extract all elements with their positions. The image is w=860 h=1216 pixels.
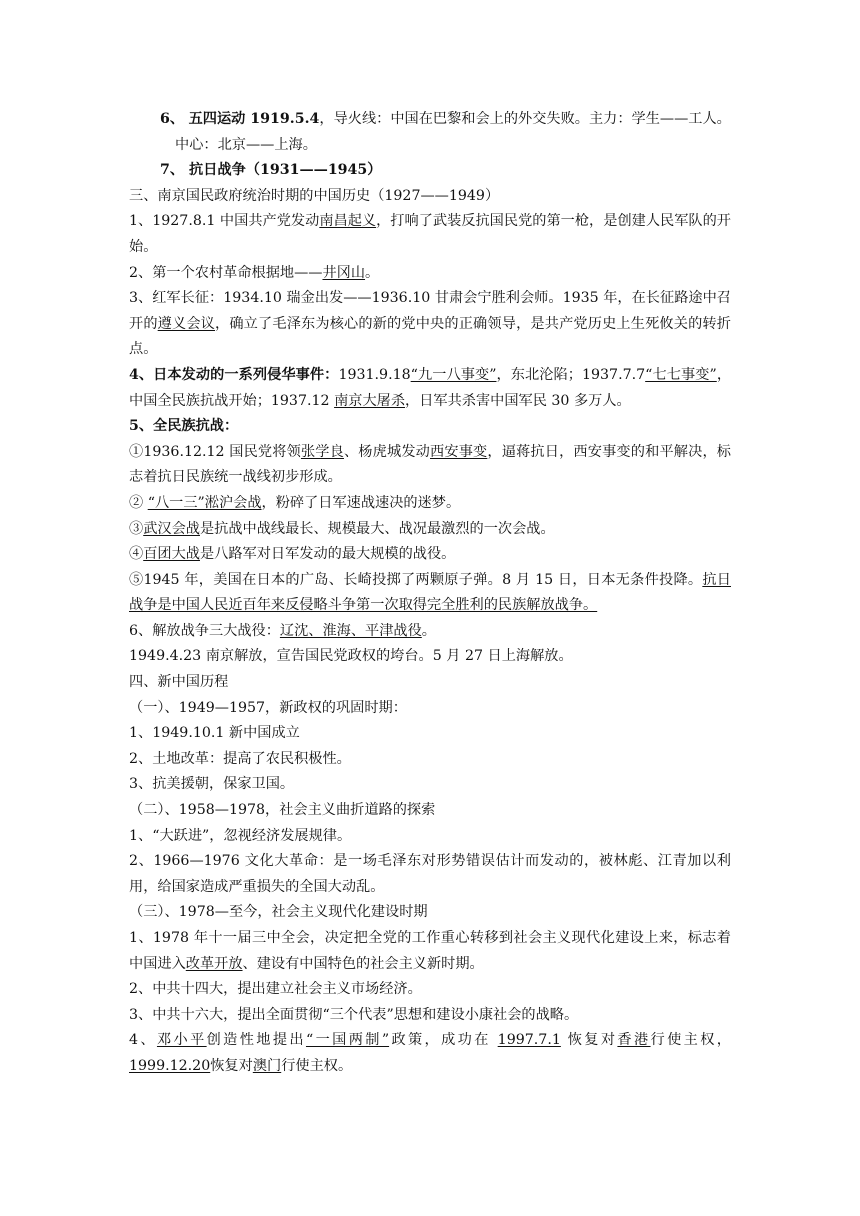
item-6-text: ，导火线：中国在巴黎和会上的外交失败。主力：学生——工人。 — [319, 111, 731, 127]
term-three-campaigns: 辽沈、淮海、平津战役 — [279, 622, 422, 639]
term-one-country-two-systems: “一国两制” — [305, 1032, 390, 1049]
s4-sub-1: （一）、1949—1957，新政权的巩固时期： — [129, 699, 407, 716]
text: 1、1927.8.1 中国共产党发动 — [129, 213, 320, 230]
term-macau: 澳门 — [252, 1057, 282, 1074]
text: 行使主权。 — [281, 1057, 353, 1074]
text: 2、第一个农村革命根据地—— — [129, 264, 323, 281]
text: 3、红军长征：1934.10 瑞金出发——1936.10 甘肃会宁胜利会师。1935 年，在长征路途中召开的 — [129, 290, 731, 332]
term-zhang-xueliang: 张学良 — [300, 443, 344, 460]
term-77-incident: “七七事变” — [645, 366, 717, 383]
item-7-num: 7、 — [160, 162, 185, 179]
section-3-heading: 三、南京国民政府统治时期的中国历史（1927——1949） — [129, 187, 500, 204]
term-deng-xiaoping: 邓小平 — [156, 1032, 207, 1049]
item-6 — [129, 107, 731, 133]
text: 政策，成功在 — [389, 1032, 498, 1049]
term-hong-kong: 香港 — [617, 1032, 651, 1049]
text: 。 — [365, 264, 380, 281]
s4-sub-1-item: 2、土地改革：提高了农民积极性。 — [129, 750, 351, 767]
s3-paragraph-2 — [129, 261, 731, 287]
text: ④ — [129, 546, 144, 563]
text: ③ — [129, 520, 144, 537]
term-xian-incident: 西安事变 — [430, 443, 488, 460]
s3-paragraph-3 — [129, 286, 731, 363]
term-date-1997: 1997.7.1 — [497, 1032, 561, 1049]
bold-lead: 4、日本发动的一系列侵华事件： — [129, 366, 339, 383]
term-zunyi-conference: 遵义会议 — [157, 315, 216, 332]
text: 6、解放战争三大战役： — [129, 622, 280, 639]
s4-sub-2: （二）、1958—1978，社会主义曲折道路的探索 — [129, 802, 436, 819]
s3-circled-4 — [129, 542, 731, 568]
s3-paragraph-5: 5、全民族抗战： — [129, 418, 239, 435]
text: 1、1978 年十一届三中全会，决定把全党的工作重心转移到社会主义现代化建设上来，标志着中国进入 — [129, 930, 731, 972]
section-4-heading: 四、新中国历程 — [129, 674, 229, 691]
text: 是八路军对日军发动的最大规模的战役。 — [199, 546, 456, 563]
s4-sub-3: （三）、1978—至今，社会主义现代化建设时期 — [129, 904, 428, 921]
s4-sub-2-item: 1、“大跃进”，忽视经济发展规律。 — [129, 827, 352, 844]
text: 创造性地提出 — [206, 1032, 306, 1049]
text: 恢复对 — [560, 1032, 618, 1049]
item-6-line2: 中心：北京——上海。 — [175, 136, 317, 153]
document-body — [129, 107, 731, 1080]
text: 是抗战中战线最长、规模最大、战况最激烈的一次会战。 — [199, 520, 555, 537]
item-6-num: 6、 — [160, 111, 185, 127]
s4-sub-3-item-2: 2、中共十四大，提出建立社会主义市场经济。 — [129, 981, 422, 998]
text: 行使主权， — [650, 1032, 731, 1049]
text: ，粉碎了日军速战速决的迷梦。 — [261, 494, 461, 511]
term-wuhan-battle: 武汉会战 — [143, 520, 200, 537]
item-6-title: 五四运动 1919.5.4 — [188, 111, 320, 127]
text: ①1936.12.12 国民党将领 — [129, 443, 301, 460]
s3-circled-5 — [129, 568, 731, 619]
s3-paragraph-6 — [129, 619, 731, 645]
s3-circled-1 — [129, 440, 731, 491]
text: ，东北沦陷；1937.7.7 — [496, 366, 646, 383]
text: 4、 — [129, 1032, 157, 1049]
text: 。 — [421, 622, 436, 639]
text: ② — [129, 494, 148, 511]
text: ，确立了毛泽东为核心的新的党中央的正确领导，是共产党历史上生死攸关的转折点。 — [129, 315, 731, 358]
s3-circled-3 — [129, 517, 731, 543]
text: ，逼蒋抗日，西安事变的和平解决，标志着抗日民族统一战线初步形成。 — [129, 443, 731, 486]
term-songhu-battle: “八一三”淞沪会战 — [147, 494, 262, 511]
term-anti-japanese-victory: 抗日战争是中国人民近百年来反侵略斗争第一次取得完全胜利的民族解放战争。 — [129, 571, 731, 614]
term-hundred-regiments: 百团大战 — [143, 546, 200, 563]
s3-paragraph-1 — [129, 209, 731, 260]
term-jinggangshan: 井冈山 — [322, 264, 366, 281]
text: ，日军共杀害中国军民 30 多万人。 — [405, 392, 631, 409]
term-nanjing-massacre: 南京大屠杀 — [334, 392, 406, 409]
item-7-title: 抗日战争（1931——1945） — [189, 162, 382, 179]
text: 、建设有中国特色的社会主义新时期。 — [242, 955, 484, 972]
text: ，中国全民族抗战开始；1937.12 — [129, 366, 732, 409]
s4-sub-3-item-1 — [129, 926, 731, 977]
s4-sub-1-item: 3、抗美援朝，保家卫国。 — [129, 776, 295, 793]
term-918-incident: “九一八事变” — [410, 366, 497, 383]
s4-sub-3-item-4 — [129, 1028, 731, 1079]
text: 恢复对 — [210, 1057, 253, 1074]
s4-sub-1-item: 1、1949.10.1 新中国成立 — [129, 725, 300, 742]
term-nanchang-uprising: 南昌起义 — [319, 213, 377, 230]
s3-circled-2 — [129, 491, 731, 517]
s3-paragraph-7: 1949.4.23 南京解放，宣告国民党政权的垮台。5 月 27 日上海解放。 — [129, 648, 573, 665]
item-7 — [129, 158, 731, 184]
term-reform-opening: 改革开放 — [185, 955, 243, 972]
text: ⑤1945 年，美国在日本的广岛、长崎投掷了两颗原子弹。8 月 15 日，日本无条件投降。 — [129, 571, 703, 588]
term-date-1999: 1999.12.20 — [129, 1057, 211, 1074]
text: 1931.9.18 — [338, 366, 411, 383]
s4-sub-3-item-3: 3、中共十六大，提出全面贯彻“三个代表”思想和建设小康社会的战略。 — [129, 1006, 579, 1023]
text: ，打响了武装反抗国民党的第一枪，是创建人民军队的开始。 — [129, 213, 731, 255]
s3-paragraph-4 — [129, 363, 731, 414]
text: 、杨虎城发动 — [343, 443, 431, 460]
s4-sub-2-item: 2、1966—1976 文化大革命：是一场毛泽东对形势错误估计而发动的，被林彪、江青加以利用，给国家造成严重损失的全国大动乱。 — [129, 853, 731, 895]
